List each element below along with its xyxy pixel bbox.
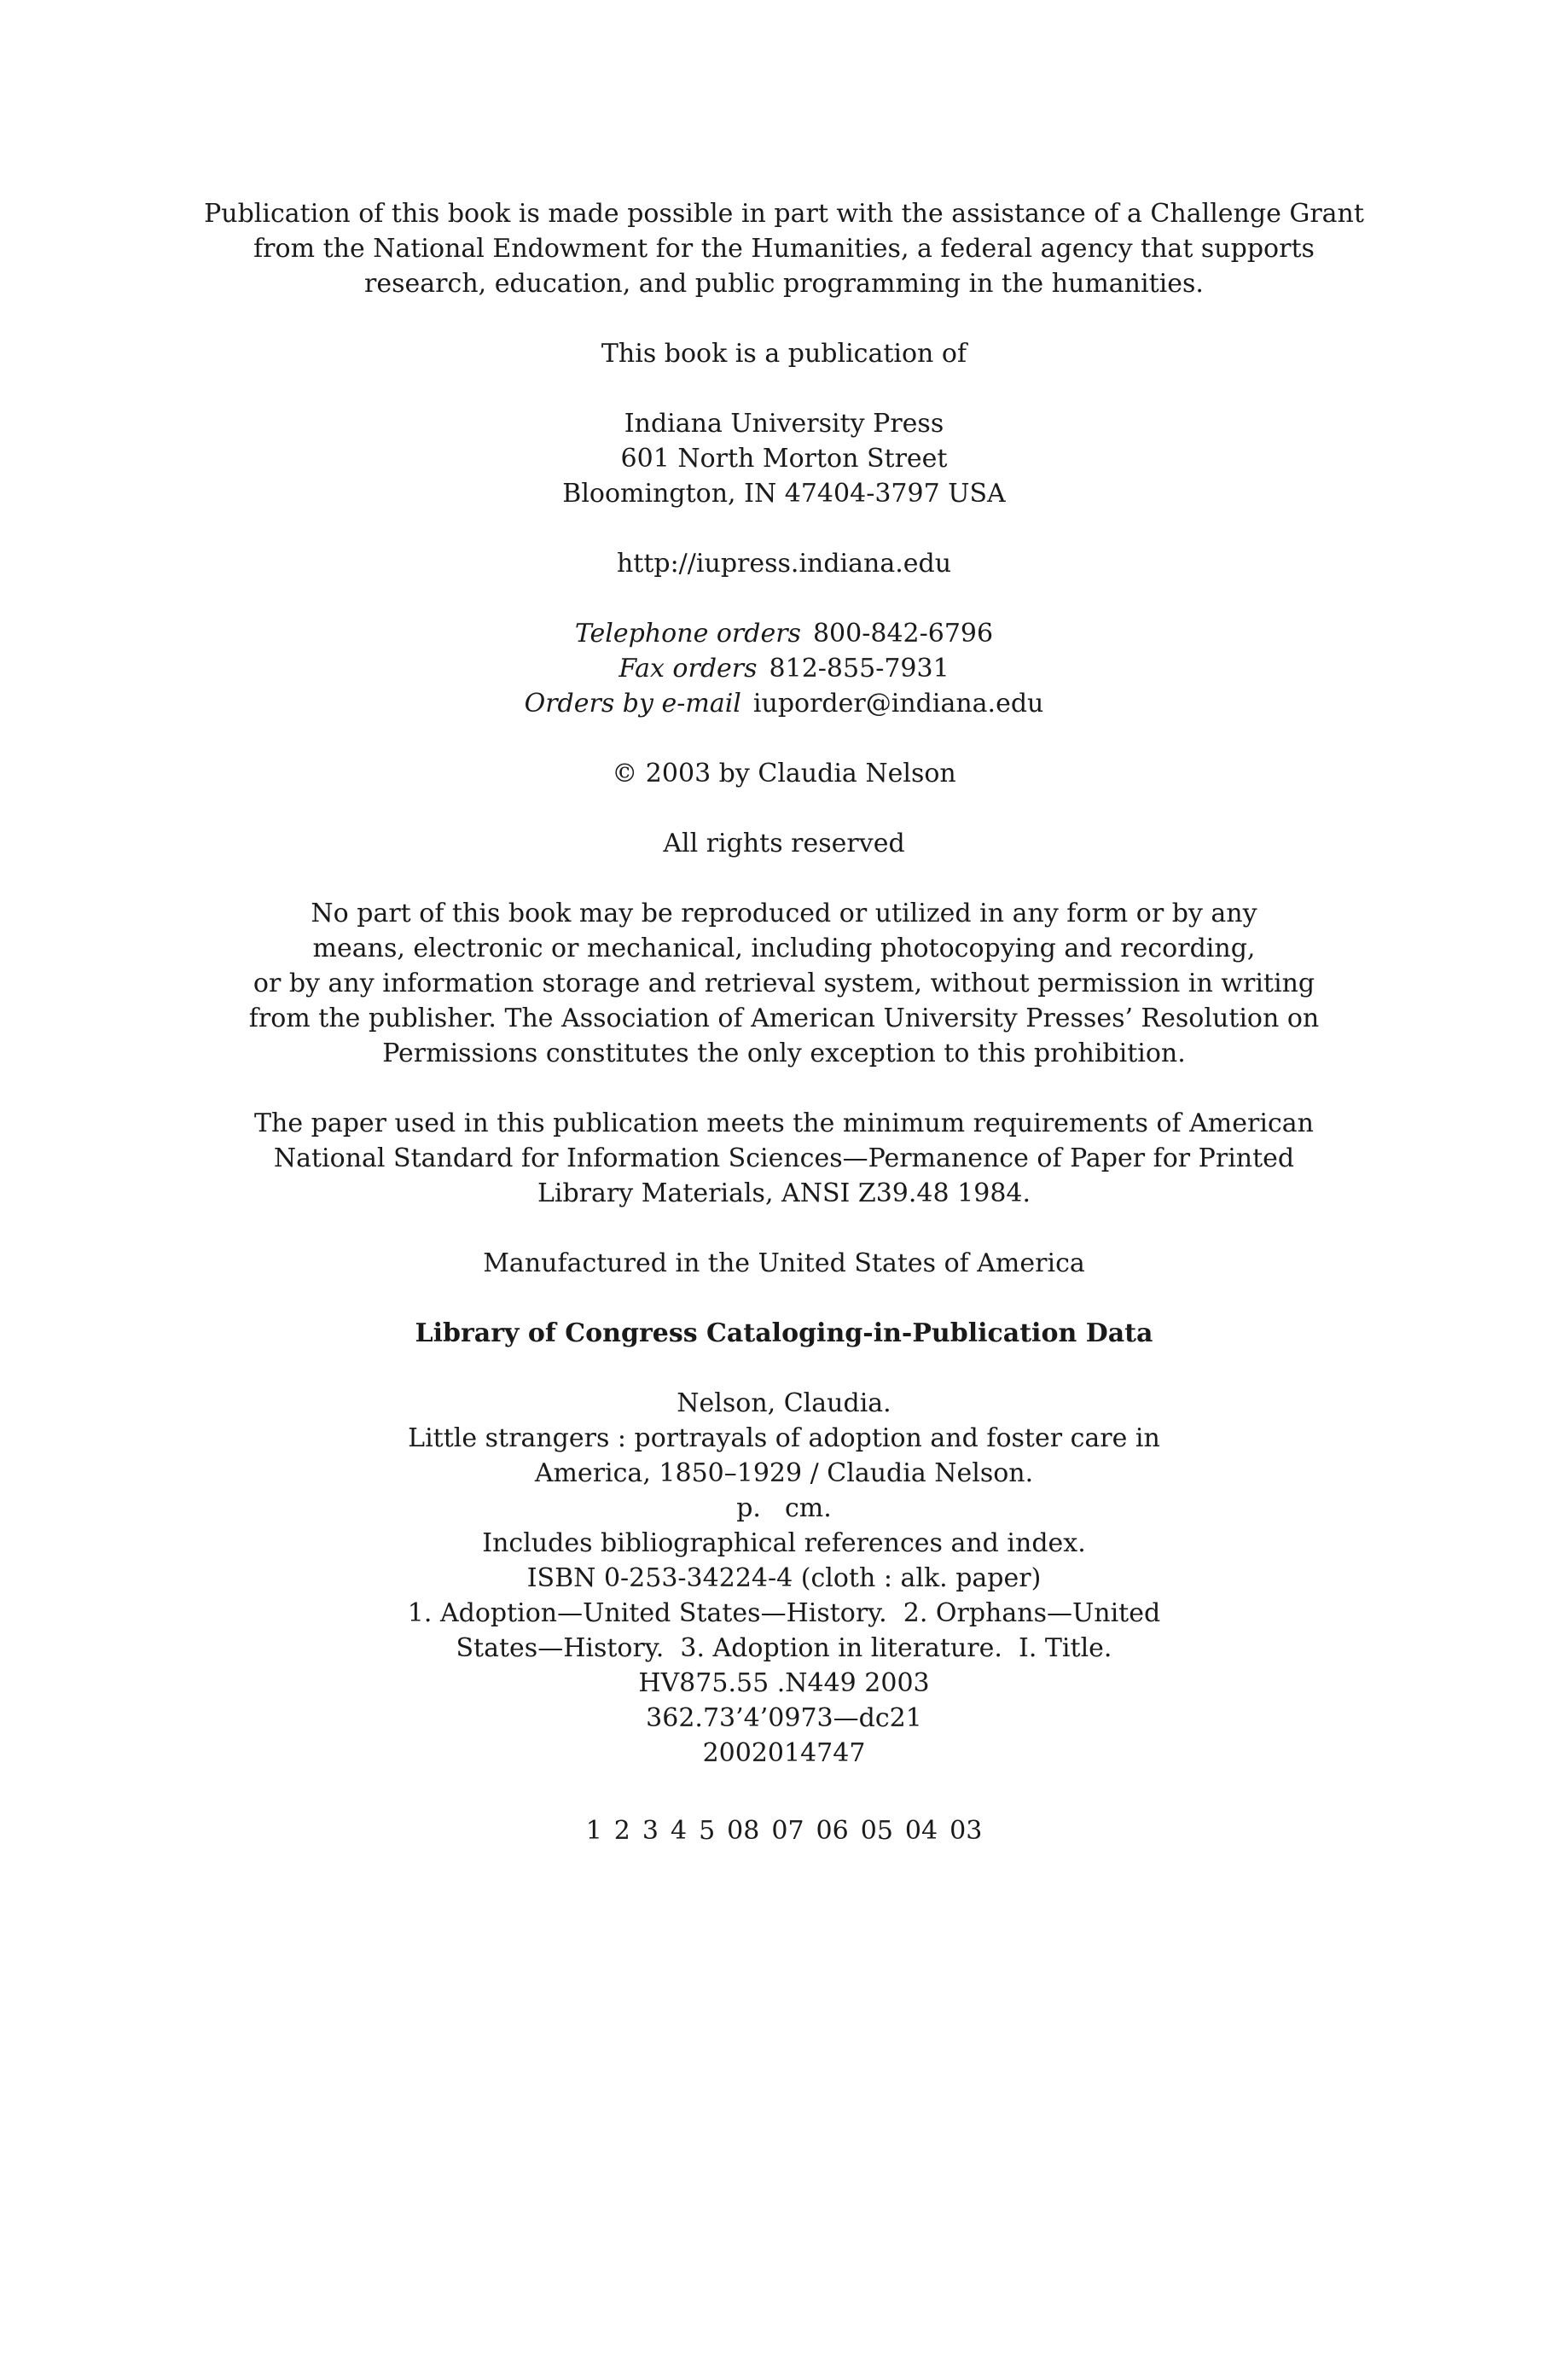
cip-title-line: America, 1850–1929 / Claudia Nelson.	[534, 1458, 1034, 1488]
reproduction-line: No part of this book may be reproduced or utilized in any form or by any	[311, 899, 1257, 928]
cip-record	[0, 1386, 1568, 1771]
print-year: 08	[727, 1816, 760, 1846]
telephone-orders-value: 800-842-6796	[812, 619, 994, 649]
cip-pages: p.	[736, 1493, 761, 1523]
cip-dewey: 362.73’4’0973—dc21	[646, 1703, 922, 1733]
funding-notice	[0, 196, 1568, 301]
fax-orders	[0, 651, 1568, 686]
print-number: 4	[670, 1816, 688, 1846]
cip-isbn: ISBN 0-253-34224-4 (cloth : alk. paper)	[526, 1563, 1042, 1593]
cip-heading: Library of Congress Cataloging-in-Publication Data	[415, 1318, 1153, 1348]
email-orders-value: iuporder@indiana.edu	[752, 689, 1044, 719]
printing-line	[0, 1813, 1568, 1848]
email-orders	[0, 686, 1568, 721]
publisher-url-block	[0, 546, 1568, 581]
cip-lccn: 2002014747	[702, 1738, 866, 1768]
print-year: 03	[950, 1816, 983, 1846]
cip-size: cm.	[784, 1493, 832, 1523]
reproduction-notice	[0, 896, 1568, 1071]
print-year: 05	[860, 1816, 893, 1846]
reproduction-line: means, electronic or mechanical, including photocopying and recording,	[312, 934, 1256, 963]
fax-orders-value: 812-855-7931	[769, 654, 950, 684]
paper-line: National Standard for Information Sciences—Permanence of Paper for Printed	[273, 1143, 1295, 1173]
fax-orders-label: Fax orders	[618, 654, 758, 684]
manufactured-block	[0, 1246, 1568, 1281]
cip-author: Nelson, Claudia.	[677, 1388, 891, 1418]
funding-line: Publication of this book is made possible in part with the assistance of a Challenge Grant	[204, 199, 1364, 229]
cip-heading-block	[0, 1316, 1568, 1351]
telephone-orders	[0, 616, 1568, 651]
print-number: 3	[642, 1816, 659, 1846]
reproduction-line: from the publisher. The Association of American University Presses’ Resolution on	[248, 1004, 1320, 1033]
cip-bibliography: Includes bibliographical references and index.	[482, 1528, 1086, 1558]
copyright-block	[0, 756, 1568, 791]
cip-subjects-line: 1. Adoption—United States—History. 2. Orphans—United	[407, 1598, 1161, 1628]
publisher-city: Bloomington, IN 47404-3797 USA	[562, 479, 1006, 509]
publisher-address	[0, 406, 1568, 511]
print-number: 2	[613, 1816, 630, 1846]
cip-subjects-line: States—History. 3. Adoption in literature. I. Title.	[456, 1633, 1112, 1663]
page-content	[0, 196, 1568, 1883]
publication-of-text: This book is a publication of	[601, 339, 967, 369]
publisher-street: 601 North Morton Street	[620, 444, 948, 474]
cip-physical	[0, 1491, 1568, 1526]
cip-title-line: Little strangers : portrayals of adoption and foster care in	[408, 1423, 1160, 1453]
paper-line: Library Materials, ANSI Z39.48 1984.	[537, 1178, 1031, 1208]
order-contacts	[0, 616, 1568, 721]
print-number: 5	[699, 1816, 716, 1846]
print-year: 07	[771, 1816, 804, 1846]
publication-of	[0, 336, 1568, 371]
cip-lc-class: HV875.55 .N449 2003	[638, 1668, 930, 1698]
reproduction-line: Permissions constitutes the only exception to this prohibition.	[382, 1039, 1186, 1068]
telephone-orders-label: Telephone orders	[574, 619, 801, 649]
print-year: 04	[904, 1816, 938, 1846]
funding-line: from the National Endowment for the Humanities, a federal agency that supports	[253, 234, 1315, 264]
publisher-url: http://iupress.indiana.edu	[616, 549, 952, 579]
rights-block	[0, 826, 1568, 861]
publisher-name: Indiana University Press	[624, 409, 944, 439]
paper-notice	[0, 1106, 1568, 1211]
print-year: 06	[816, 1816, 849, 1846]
reproduction-line: or by any information storage and retrieval system, without permission in writing	[253, 969, 1315, 998]
funding-line: research, education, and public programming in the humanities.	[364, 269, 1204, 299]
email-orders-label: Orders by e-mail	[524, 689, 741, 719]
copyright-line: © 2003 by Claudia Nelson	[612, 759, 956, 788]
print-number: 1	[585, 1816, 602, 1846]
paper-line: The paper used in this publication meets the minimum requirements of American	[254, 1108, 1314, 1138]
rights-line: All rights reserved	[663, 829, 905, 858]
manufactured-line: Manufactured in the United States of America	[483, 1248, 1085, 1278]
